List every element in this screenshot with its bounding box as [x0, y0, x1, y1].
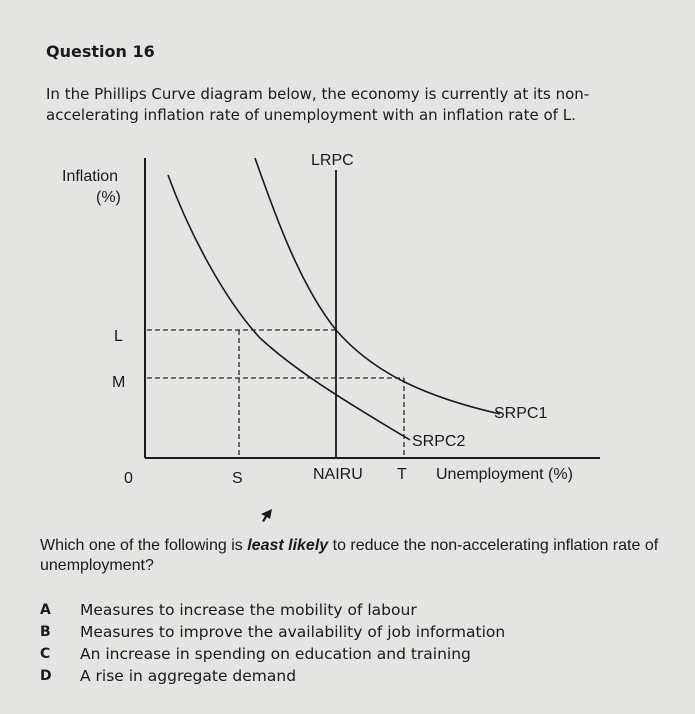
x-tick-label-nairu: NAIRU — [313, 466, 363, 483]
option-letter: B — [40, 624, 51, 640]
question-title: Question 16 — [46, 42, 155, 61]
option-text: Measures to improve the availability of job information — [80, 623, 506, 641]
option-text: An increase in spending on education and training — [80, 645, 471, 663]
option-letter: D — [40, 668, 52, 684]
y-tick-label-m: M — [112, 374, 126, 391]
srpc2-curve — [168, 175, 410, 440]
option-b[interactable] — [40, 621, 505, 643]
y-axis-label-line1: Inflation — [62, 168, 119, 185]
option-c[interactable] — [40, 643, 505, 665]
option-d[interactable] — [40, 665, 505, 687]
y-tick-label-l: L — [114, 328, 123, 345]
y-axis-label-line2: (%) — [96, 189, 121, 206]
option-letter: C — [40, 646, 51, 662]
question-intro: In the Phillips Curve diagram below, the economy is currently at its non-accelerating inflation rate of unemployment with an inflation rate of L. — [46, 85, 590, 124]
cursor-arrow-icon — [261, 509, 272, 522]
x-axis-label: Unemployment (%) — [436, 466, 573, 483]
option-a[interactable] — [40, 599, 505, 621]
lrpc-label: LRPC — [311, 152, 354, 169]
x-tick-label-t: T — [397, 466, 407, 483]
option-text: Measures to increase the mobility of labour — [80, 601, 417, 619]
x-tick-label-s: S — [232, 470, 243, 487]
answer-options — [40, 599, 505, 687]
option-letter: A — [40, 602, 51, 618]
question-prompt: Which one of the following is least likely to reduce the non-accelerating inflation rate of unemployment? — [40, 537, 659, 574]
srpc2-label: SRPC2 — [412, 433, 466, 450]
origin-label: 0 — [124, 470, 133, 487]
option-text: A rise in aggregate demand — [80, 667, 297, 685]
srpc1-label: SRPC1 — [494, 405, 548, 422]
srpc1-curve — [255, 158, 500, 414]
question-emphasis: least likely — [247, 537, 329, 554]
